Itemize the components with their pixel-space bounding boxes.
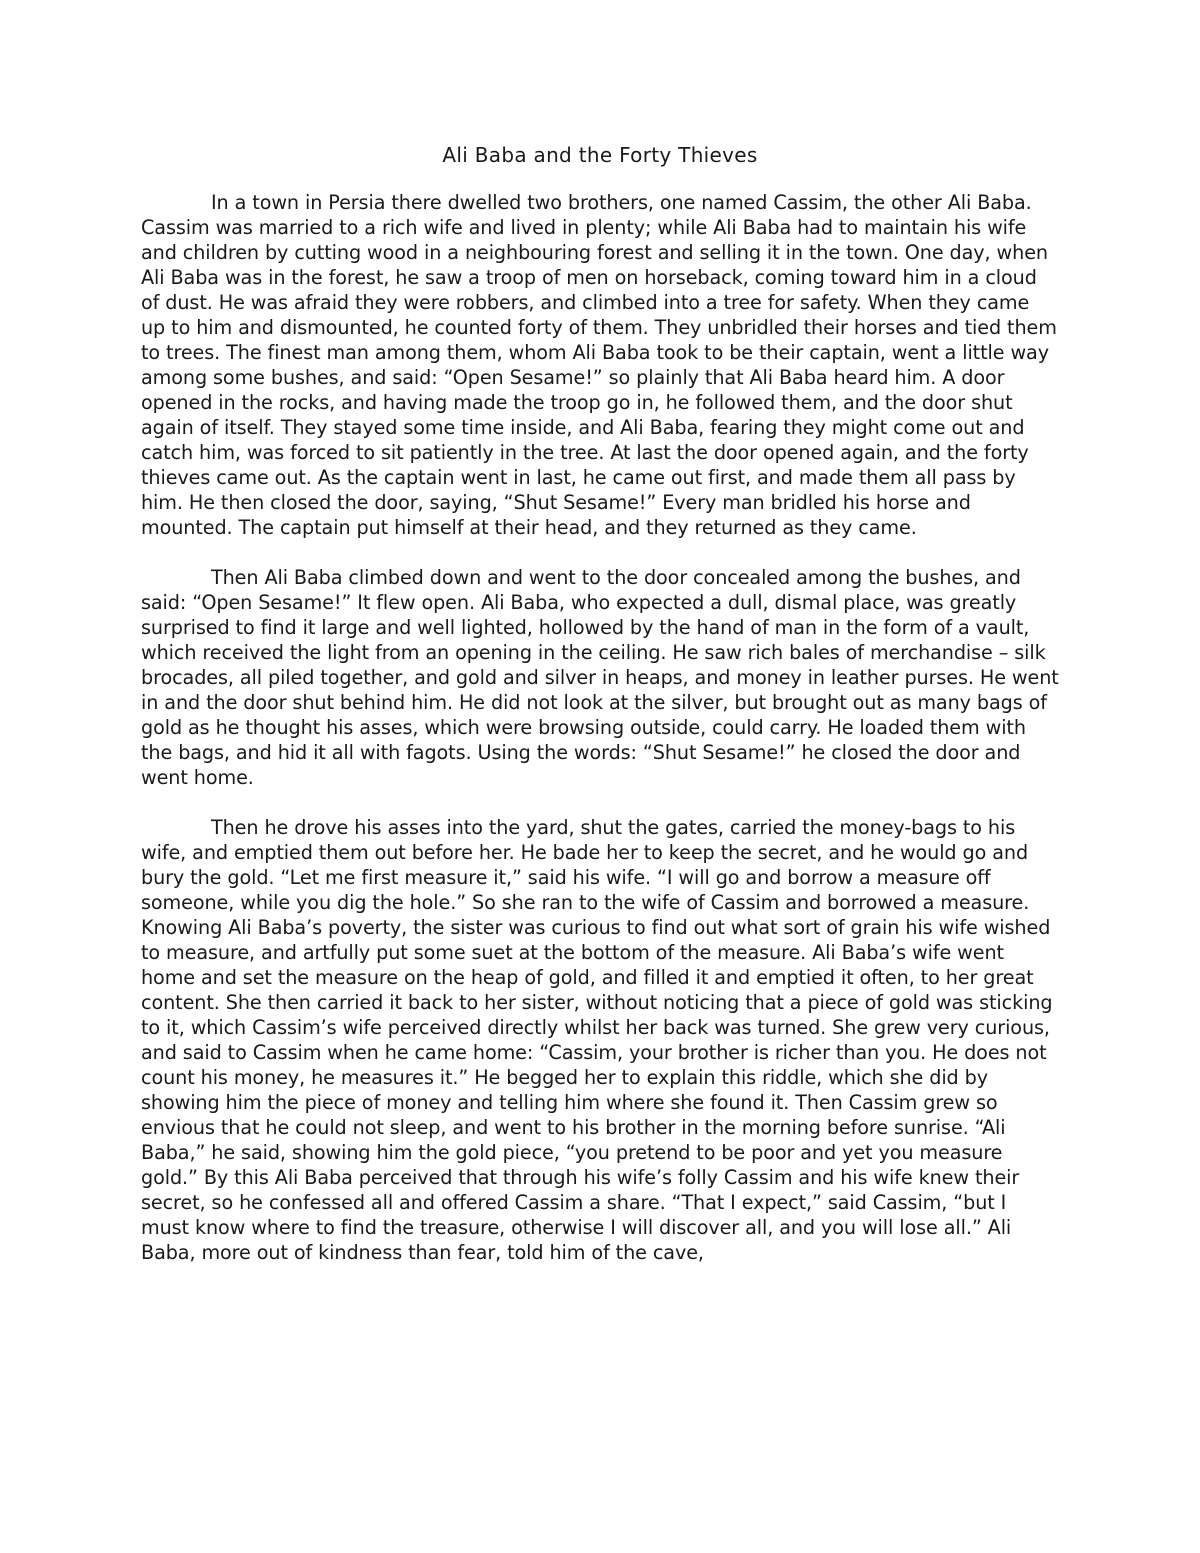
document-title: Ali Baba and the Forty Thieves [442,143,758,167]
paragraph-3: Then he drove his asses into the yard, shut the gates, carried the money-bags to his wife, and emptied them out before her. He bade her to keep the secret, and he would go and bury the gold. “Let me first measure it,” said his wife. “I will go and borrow a measure off someone, while you dig the hole.” So she ran to the wife of Cassim and borrowed a measure. Knowing Ali Baba’s poverty, the sister was curious to find out what sort of grain his wife wished to measure, and artfully put some suet at the bottom of the measure. Ali Baba’s wife went home and set the measure on the heap of gold, and filled it and emptied it often, to her great content. She then carried it back to her sister, without noticing that a piece of gold was sticking to it, which Cassim’s wife perceived directly whilst her back was turned. She grew very curious, and said to Cassim when he came home: “Cassim, your brother is richer than you. He does not count his money, he measures it.” He begged her to explain this riddle, which she did by showing him the piece of money and telling him where she found it. Then Cassim grew so envious that he could not sleep, and went to his brother in the morning before sunrise. “Ali Baba,” he said, showing him the gold piece, “you pretend to be poor and yet you measure gold.” By this Ali Baba perceived that through his wife’s folly Cassim and his wife knew their secret, so he confessed all and offered Cassim a share. “That I expect,” said Cassim, “but I must know where to find the treasure, otherwise I will discover all, and you will lose all.” Ali Baba, more out of kindness than fear, told him of the cave, [141,816,1053,1264]
paragraph-1: In a town in Persia there dwelled two brothers, one named Cassim, the other Ali Baba. Cassim was married to a rich wife and lived in plenty; while Ali Baba had to maintain his wife and children by cutting wood in a neighbouring forest and selling it in the town. One day, when Ali Baba was in the forest, he saw a troop of men on horseback, coming toward him in a cloud of dust. He was afraid they were robbers, and climbed into a tree for safety. When they came up to him and dismounted, he counted forty of them. They unbridled their horses and tied them to trees. The finest man among them, whom Ali Baba took to be their captain, went a little way among some bushes, and said: “Open Sesame!” so plainly that Ali Baba heard him. A door opened in the rocks, and having made the troop go in, he followed them, and the door shut again of itself. They stayed some time inside, and Ali Baba, fearing they might come out and catch him, was forced to sit patiently in the tree. At last the door opened again, and the forty thieves came out. As the captain went in last, he came out first, and made them all pass by him. He then closed the door, saying, “Shut Sesame!” Every man bridled his horse and mounted. The captain put himself at their head, and they returned as they came. [141,191,1057,539]
document-body [141,190,1059,1290]
paragraph-2: Then Ali Baba climbed down and went to the door concealed among the bushes, and said: “Open Sesame!” It flew open. Ali Baba, who expected a dull, dismal place, was greatly surprised to find it large and well lighted, hollowed by the hand of man in the form of a vault, which received the light from an opening in the ceiling. He saw rich bales of merchandise – silk brocades, all piled together, and gold and silver in heaps, and money in leather purses. He went in and the door shut behind him. He did not look at the silver, but brought out as many bags of gold as he thought his asses, which were browsing outside, could carry. He loaded them with the bags, and hid it all with fagots. Using the words: “Shut Sesame!” he closed the door and went home. [141,566,1059,789]
